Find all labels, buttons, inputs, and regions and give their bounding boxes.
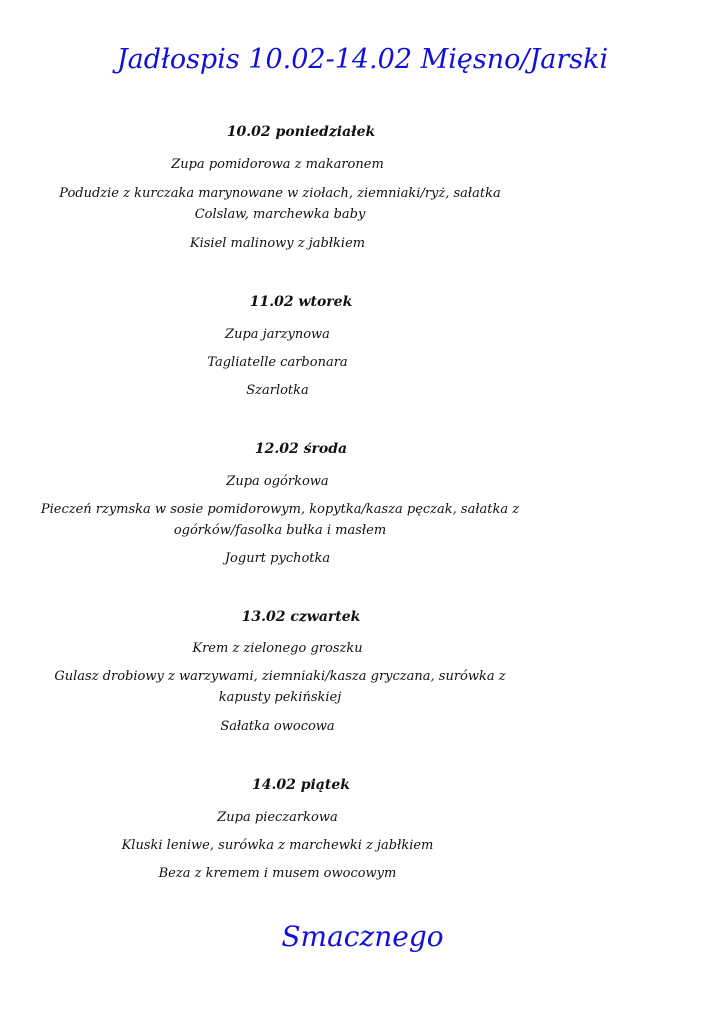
tuesday-main: Tagliatelle carbonara [207, 355, 348, 370]
friday-main: Kluski leniwe, surówka z marchewki z jabłkiem [121, 838, 434, 853]
wednesday-main: Pieczeń rzymska w sosie pomidorowym, kopytka/kasza pęczak, sałatka z ogórków/fasolka bułka i masłem [40, 502, 520, 538]
footer-greeting: Smacznego [281, 920, 444, 953]
tuesday-dessert: Szarlotka [246, 383, 309, 398]
monday-soup: Zupa pomidorowa z makaronem [171, 157, 384, 172]
wednesday-soup: Zupa ogórkowa [226, 474, 329, 489]
thursday-dessert: Sałatka owocowa [220, 719, 335, 734]
page-title: Jadłospis 10.02-14.02 Mięsno/Jarski [116, 44, 609, 75]
friday-dessert: Beza z kremem i musem owocowym [158, 866, 397, 881]
thursday-soup: Krem z zielonego groszku [192, 641, 363, 656]
tuesday-soup: Zupa jarzynowa [225, 327, 330, 342]
thursday-main: Gulasz drobiowy z warzywami, ziemniaki/kasza gryczana, surówka z kapusty pekińskiej [54, 669, 506, 705]
monday-main: Podudzie z kurczaka marynowane w ziołach, ziemniaki/ryż, sałatka Colslaw, marchewka baby [59, 186, 501, 222]
day-heading-friday: 14.02 piątek [252, 777, 350, 793]
day-heading-thursday: 13.02 czwartek [241, 609, 361, 625]
wednesday-dessert: Jogurt pychotka [224, 551, 331, 566]
monday-dessert: Kisiel malinowy z jabłkiem [189, 236, 366, 251]
day-heading-monday: 10.02 poniedziałek [226, 124, 376, 140]
day-heading-wednesday: 12.02 środa [254, 441, 348, 457]
day-heading-tuesday: 11.02 wtorek [249, 294, 353, 310]
friday-soup: Zupa pieczarkowa [217, 810, 338, 825]
